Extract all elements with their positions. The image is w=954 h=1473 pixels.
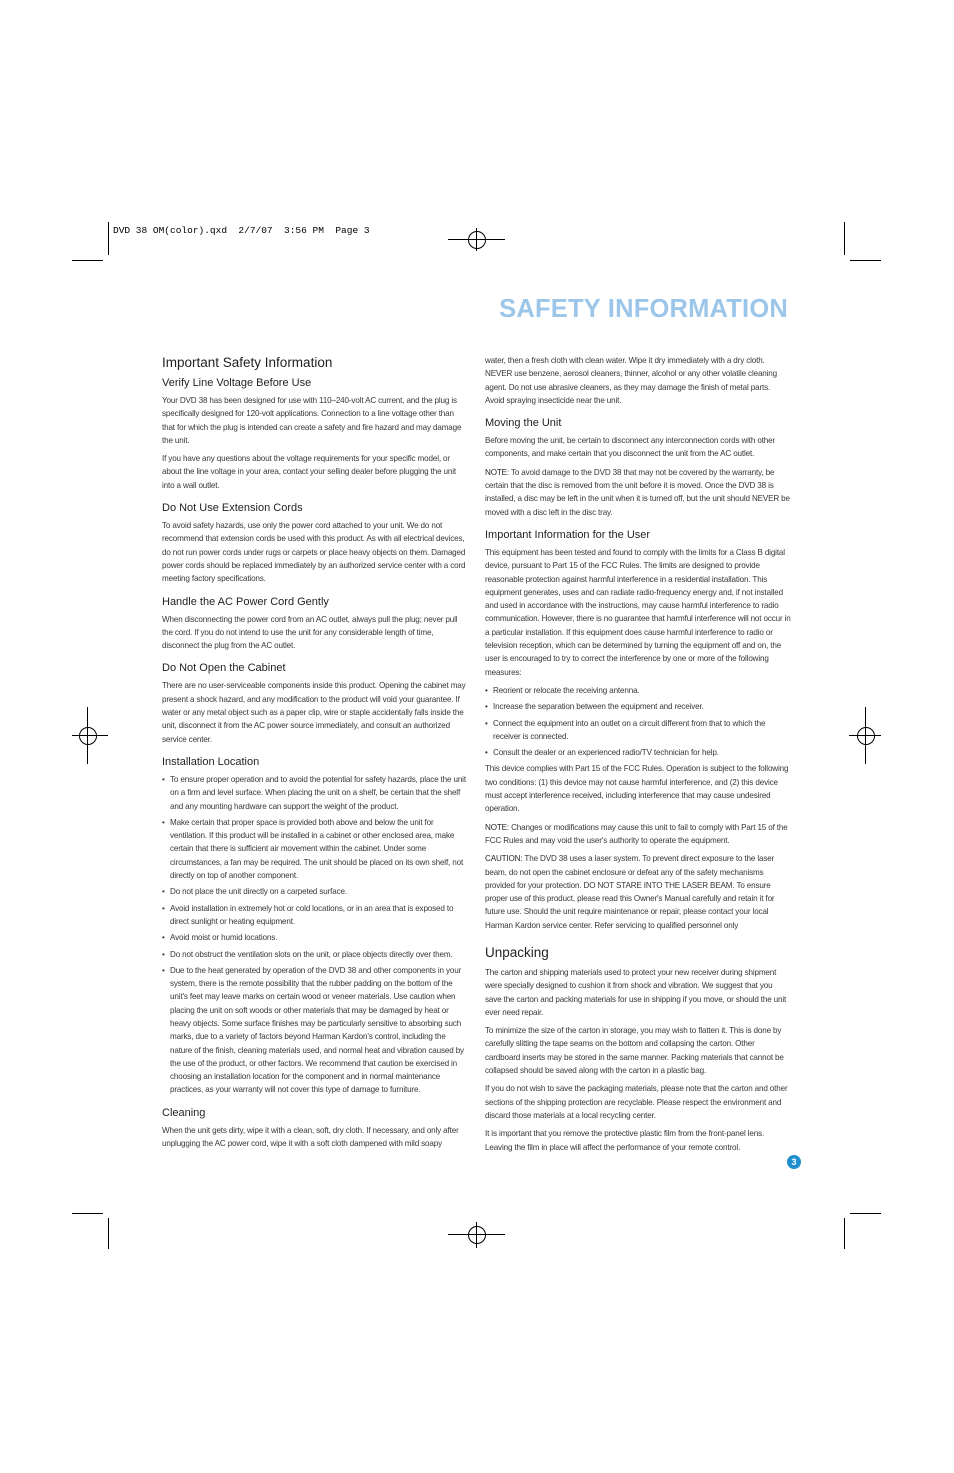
paragraph: There are no user-serviceable components inside this product. Opening the cabinet may present a shock hazard, and any modification to the product will void your guarantee. If water or any metal object such as a paper clip, wire or staple accidentally falls inside the unit, disconnect it from the AC power source immediately, and consult an authorized service center.: [162, 681, 466, 744]
caution-label: CAUTION:: [485, 854, 523, 864]
section-heading-safety: Important Safety Information: [162, 355, 333, 370]
note-paragraph: [485, 466, 791, 519]
paragraph: When the unit gets dirty, wipe it with a clean, soft, dry cloth. If necessary, and only after unplugging the AC power cord, wipe it with a soft cloth dampened with mild soapy: [162, 1125, 459, 1149]
list-item: • Consult the dealer or an experienced radio/TV technician for help.: [485, 746, 791, 759]
right-column: [485, 354, 791, 1159]
paragraph: To minimize the size of the carton in storage, you may wish to flatten it. This is done by carefully slitting the tape seams on the bottom and collapsing the carton. Other cardboard inserts may be stored in the same manner. Packing materials that cannot be collapsed should be saved along with the carton in a plastic bag.: [485, 1026, 784, 1076]
subheading-user-info: Important Information for the User: [485, 528, 651, 541]
paragraph: If you have any questions about the voltage requirements for your specific model, or about the line voltage in your area, contact your selling dealer before plugging the unit into a wall outlet.: [162, 454, 456, 490]
paragraph: This equipment has been tested and found to comply with the limits for a Class B digital device, pursuant to Part 15 of the FCC Rules. The limits are designed to provide reasonable protection against harmful interference in a residential installation. This equipment generates, uses and can radiate radio-frequency energy and, if not installed and used in accordance with the instructions, may cause harmful interference to radio communication. However, there is no guarantee that harmful interference will not occur in a particular installation. If this equipment does cause harmful interference to radio or television reception, which can be determined by turning the equipment off and on, the user is encouraged to try to correct the interference by one or more of the following measures:: [485, 547, 791, 677]
note-text: Changes or modifications may cause this unit to fail to comply with Part 15 of the FCC Rules and may void the user's authority to operate the equipment.: [485, 822, 788, 845]
list-item: • Reorient or relocate the receiving antenna.: [485, 684, 791, 697]
caution-text: The DVD 38 uses a laser system. To prevent direct exposure to the laser beam, do not open the cabinet enclosure or defeat any of the safety mechanisms provided for your protection. DO NOT STARE INTO THE LASER BEAM. To ensure proper use of this product, please read this Owner's Manual carefully and retain it for future use. Should the unit require maintenance or repair, please contact your local Harman Kardon service center. Refer servicing to qualified personnel only: [485, 854, 775, 930]
installation-list: [162, 773, 468, 1097]
list-item: • Increase the separation between the equipment and receiver.: [485, 700, 791, 713]
paragraph: The carton and shipping materials used to protect your new receiver during shipment were specially designed to cushion it from shock and vibration. We suggest that you save the carton and packing materials for use in shipping if you move, or should the unit ever need repair.: [485, 967, 787, 1017]
list-item: • Avoid installation in extremely hot or cold locations, or in an area that is exposed to direct sunlight or heating equipment.: [162, 902, 468, 929]
caution-paragraph: [485, 852, 791, 932]
fcc-measures-list: [485, 684, 791, 759]
subheading-moving: Moving the Unit: [485, 417, 562, 430]
subheading-power-cord: Handle the AC Power Cord Gently: [162, 595, 329, 608]
subheading-voltage: Verify Line Voltage Before Use: [162, 377, 312, 389]
paragraph: Before moving the unit, be certain to disconnect any interconnection cords with other components, and make certain that you disconnect the unit from the AC outlet.: [485, 436, 776, 459]
list-item: • Make certain that proper space is provided both above and below the unit for ventilation. If this product will be installed in a cabinet or other enclosed area, make certain that there is sufficient air movement within the cabinet. Under some circumstances, a fan may be required. The unit should be placed on its own shelf, not directly on top of another component.: [162, 816, 468, 882]
page-title: SAFETY INFORMATION: [499, 295, 788, 323]
paragraph: It is important that you remove the protective plastic film from the front-panel lens. Leaving the film in place will affect the performance of your remote control.: [485, 1129, 765, 1152]
paragraph: This device complies with Part 15 of the FCC Rules. Operation is subject to the following two conditions: (1) this device may not cause harmful interference, and (2) this device must accept interference received, including interference that may cause undesired operation.: [485, 764, 789, 814]
note-label: NOTE:: [485, 467, 509, 477]
note-text: To avoid damage to the DVD 38 that may not be covered by the warranty, be certain that the disc is removed from the unit before it is moved. Once the DVD 38 is installed, a disc may be left in the unit when it is turned off, but the unit should NEVER be moved with a disc left in the disc tray.: [485, 467, 790, 517]
list-item: • Do not place the unit directly on a carpeted surface.: [162, 885, 468, 898]
list-item: • Do not obstruct the ventilation slots on the unit, or place objects directly over them.: [162, 948, 468, 961]
list-item: • Avoid moist or humid locations.: [162, 931, 468, 944]
list-item: • Connect the equipment into an outlet on a circuit different from that to which the receiver is connected.: [485, 717, 791, 744]
subheading-extension-cords: Do Not Use Extension Cords: [162, 502, 303, 515]
page-number-badge: 3: [787, 1155, 801, 1169]
paragraph: When disconnecting the power cord from an AC outlet, always pull the plug; never pull the cord. If you do not intend to use the unit for any considerable length of time, disconnect the plug from the AC outlet.: [162, 614, 458, 651]
note-paragraph: [485, 821, 791, 848]
subheading-cleaning: Cleaning: [162, 1106, 206, 1119]
left-column: [162, 354, 468, 1155]
list-item: • Due to the heat generated by operation of the DVD 38 and other components in your system, there is the remote possibility that the rubber padding on the bottom of the unit's feet may leave marks on certain wood or veneer materials. Use caution when placing the unit on soft woods or other materials that may be damaged by heat or heavy objects. Some surface finishes may be particularly sensitive to absorbing such marks, due to a variety of factors beyond Harman Kardon's control, including the nature of the finish, cleaning materials used, and normal heat and vibration caused by the use of the product, or other factors. We recommend that caution be exercised in choosing an installation location for the component and in normal maintenance practices, as your warranty will not cover this type of damage to furniture.: [162, 964, 468, 1097]
paragraph: water, then a fresh cloth with clean water. Wipe it dry immediately with a dry cloth. NEVER use benzene, aerosol cleaners, thinner, alcohol or any other volatile cleaning agent. Do not use abrasive cleaners, as they may damage the finish of metal parts. Avoid spraying insecticide near the unit.: [485, 356, 777, 405]
paragraph: Your DVD 38 has been designed for use with 110–240-volt AC current, and the plug is specifically designed for 120-volt applications. Connection to a line voltage other than that for which the plug is intended can create a safety and fire hazard and may damage the unit.: [162, 396, 462, 445]
subheading-installation: Installation Location: [162, 755, 260, 768]
list-item: • To ensure proper operation and to avoid the potential for safety hazards, place the unit on a firm and level surface. When placing the unit on a shelf, be certain that the shelf and any mounting hardware can support the weight of the product.: [162, 773, 468, 813]
paragraph: If you do not wish to save the packaging materials, please note that the carton and other sections of the shipping protection are recyclable. Please respect the environment and discard those materials at a local recycling center.: [485, 1084, 788, 1120]
subheading-cabinet: Do Not Open the Cabinet: [162, 662, 286, 675]
note-label: NOTE:: [485, 822, 509, 832]
paragraph: To avoid safety hazards, use only the power cord attached to your unit. We do not recommend that extension cords be used with this product. As with all electrical devices, do not run power cords under rugs or carpets or place heavy objects on them. Damaged power cords should be replaced immediately by an authorized service center with a cord meeting factory specifications.: [162, 521, 466, 584]
section-heading-unpacking: Unpacking: [485, 944, 549, 960]
print-slug: DVD 38 OM(color).qxd 2/7/07 3:56 PM Page 3: [113, 225, 370, 236]
